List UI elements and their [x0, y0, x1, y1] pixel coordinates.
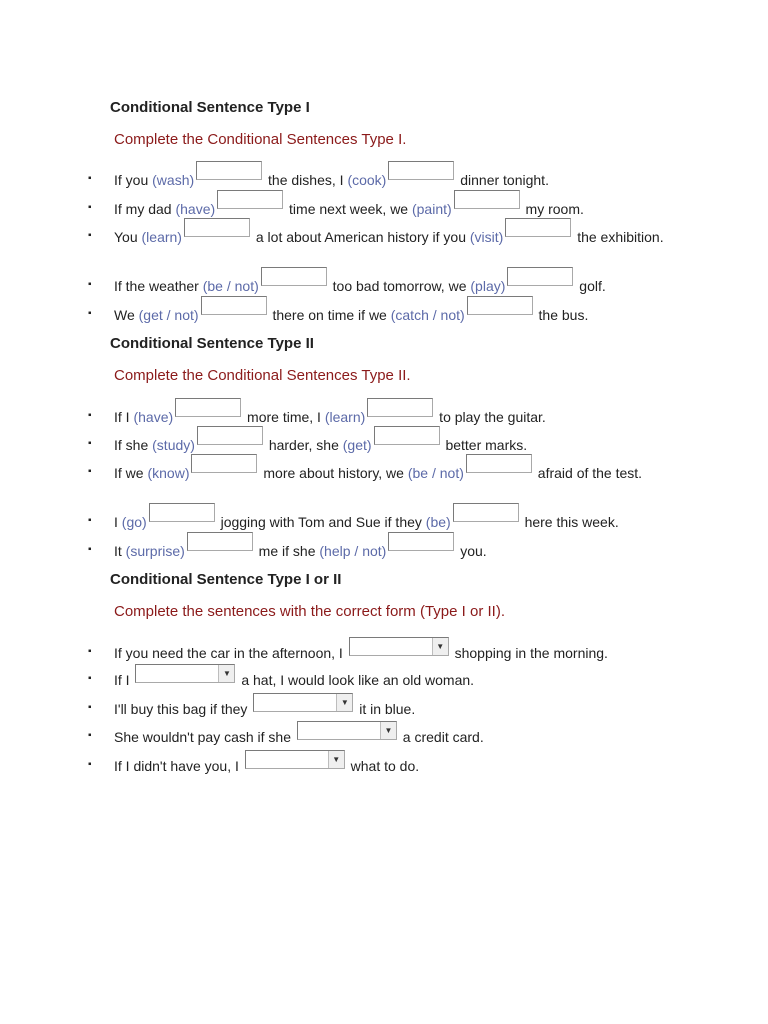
answer-input[interactable] — [175, 398, 241, 417]
answer-input[interactable] — [507, 267, 573, 286]
sentence-text: you. — [456, 543, 487, 559]
sentence-text: the bus. — [534, 307, 589, 323]
answer-select[interactable] — [135, 664, 235, 683]
sentence-text: my room. — [521, 201, 584, 217]
sentence-text: You — [114, 229, 142, 245]
verb-hint: (go) — [121, 514, 147, 530]
chevron-down-icon[interactable]: ▼ — [432, 638, 448, 655]
answer-input[interactable] — [197, 426, 263, 445]
sentence-text: shopping in the morning. — [450, 645, 608, 661]
sentence-text: It — [114, 543, 126, 559]
bullet-icon: ▪ — [88, 466, 92, 477]
exercise-sentence — [114, 168, 664, 191]
verb-hint: (be) — [425, 514, 451, 530]
sentence-text: She wouldn't pay cash if she — [114, 729, 295, 745]
verb-hint: (visit) — [469, 229, 504, 245]
exercise-sentence — [114, 303, 664, 326]
answer-input[interactable] — [367, 398, 433, 417]
answer-input[interactable] — [187, 532, 253, 551]
verb-hint: (cook) — [347, 172, 387, 188]
sentence-text: more time, I — [243, 409, 325, 425]
answer-input[interactable] — [191, 454, 257, 473]
answer-input[interactable] — [196, 161, 262, 180]
answer-input[interactable] — [201, 296, 267, 315]
chevron-down-icon[interactable]: ▼ — [380, 722, 396, 739]
sentence-text: better marks. — [441, 437, 528, 453]
sentence-text: it in blue. — [355, 701, 416, 717]
sentence-text: to play the guitar. — [435, 409, 546, 425]
verb-hint: (get) — [342, 437, 372, 453]
sentence-text: too bad tomorrow, we — [328, 278, 471, 294]
bullet-icon: ▪ — [88, 515, 92, 526]
exercise-sentence — [114, 274, 664, 297]
sentence-text: the exhibition. — [573, 229, 664, 245]
sentence-text: a lot about American history if you — [251, 229, 470, 245]
verb-hint: (have) — [175, 201, 216, 217]
answer-input[interactable] — [217, 190, 283, 209]
bullet-icon: ▪ — [88, 544, 92, 555]
answer-select[interactable] — [253, 693, 353, 712]
sentence-text: time next week, we — [285, 201, 412, 217]
sentence-text: We — [114, 307, 139, 323]
sentence-text: If I didn't have you, I — [114, 758, 243, 774]
exercise-sentence — [114, 641, 664, 664]
answer-input[interactable] — [149, 503, 215, 522]
verb-hint: (get / not) — [138, 307, 199, 323]
sentence-text: golf. — [575, 278, 606, 294]
sentence-text: If I — [114, 409, 134, 425]
answer-input[interactable] — [388, 532, 454, 551]
bullet-icon: ▪ — [88, 646, 92, 657]
sentence-text: what to do. — [346, 758, 420, 774]
sentence-text: a credit card. — [398, 729, 484, 745]
sentence-text: If my dad — [114, 201, 176, 217]
sentence-text: afraid of the test. — [533, 465, 643, 481]
sentence-text: If the weather — [114, 278, 203, 294]
bullet-icon: ▪ — [88, 702, 92, 713]
verb-hint: (be / not) — [202, 278, 259, 294]
bullet-icon: ▪ — [88, 230, 92, 241]
exercise-sentence — [114, 433, 664, 456]
chevron-down-icon[interactable]: ▼ — [218, 665, 234, 682]
answer-select[interactable] — [245, 750, 345, 769]
sentence-text: jogging with Tom and Sue if they — [216, 514, 426, 530]
verb-hint: (play) — [470, 278, 506, 294]
answer-input[interactable] — [374, 426, 440, 445]
verb-hint: (paint) — [411, 201, 452, 217]
section-title: Conditional Sentence Type I — [110, 99, 310, 116]
sentence-text: If I — [114, 672, 134, 688]
answer-input[interactable] — [505, 218, 571, 237]
verb-hint: (be / not) — [407, 465, 464, 481]
sentence-text: here this week. — [520, 514, 619, 530]
bullet-icon: ▪ — [88, 308, 92, 319]
verb-hint: (help / not) — [319, 543, 387, 559]
sentence-text: the dishes, I — [264, 172, 348, 188]
bullet-icon: ▪ — [88, 173, 92, 184]
sentence-text: more about history, we — [259, 465, 408, 481]
answer-select[interactable] — [297, 721, 397, 740]
sentence-text: If you — [114, 172, 153, 188]
answer-input[interactable] — [453, 503, 519, 522]
answer-input[interactable] — [467, 296, 533, 315]
exercise-sentence — [114, 668, 664, 691]
exercise-sentence — [114, 461, 664, 484]
sentence-text: me if she — [254, 543, 320, 559]
bullet-icon: ▪ — [88, 202, 92, 213]
sentence-text: I — [114, 514, 122, 530]
exercise-sentence — [114, 754, 664, 777]
chevron-down-icon[interactable]: ▼ — [336, 694, 352, 711]
sentence-text: a hat, I would look like an old woman. — [237, 672, 475, 688]
bullet-icon: ▪ — [88, 673, 92, 684]
answer-input[interactable] — [261, 267, 327, 286]
sentence-text: there on time if we — [268, 307, 391, 323]
answer-input[interactable] — [454, 190, 520, 209]
section-title: Conditional Sentence Type I or II — [110, 571, 342, 588]
sentence-text: If we — [114, 465, 148, 481]
section-instruction: Complete the Conditional Sentences Type II. — [114, 367, 411, 384]
exercise-sentence — [114, 725, 664, 748]
verb-hint: (have) — [133, 409, 174, 425]
answer-select[interactable] — [349, 637, 449, 656]
answer-input[interactable] — [184, 218, 250, 237]
section-instruction: Complete the sentences with the correct form (Type I or II). — [114, 603, 505, 620]
verb-hint: (know) — [147, 465, 190, 481]
bullet-icon: ▪ — [88, 410, 92, 421]
verb-hint: (surprise) — [125, 543, 185, 559]
exercise-sentence — [114, 197, 664, 220]
bullet-icon: ▪ — [88, 438, 92, 449]
verb-hint: (learn) — [141, 229, 182, 245]
section-title: Conditional Sentence Type II — [110, 335, 314, 352]
bullet-icon: ▪ — [88, 279, 92, 290]
exercise-sentence — [114, 510, 664, 533]
sentence-text: If you need the car in the afternoon, I — [114, 645, 347, 661]
exercise-sentence — [114, 539, 664, 562]
sentence-text: I'll buy this bag if they — [114, 701, 252, 717]
sentence-text: If she — [114, 437, 153, 453]
answer-input[interactable] — [466, 454, 532, 473]
bullet-icon: ▪ — [88, 730, 92, 741]
exercise-sentence — [114, 697, 664, 720]
exercise-sentence — [114, 225, 664, 248]
verb-hint: (learn) — [324, 409, 366, 425]
sentence-text: dinner tonight. — [456, 172, 549, 188]
answer-input[interactable] — [388, 161, 454, 180]
verb-hint: (wash) — [152, 172, 195, 188]
section-instruction: Complete the Conditional Sentences Type I. — [114, 131, 407, 148]
sentence-text: harder, she — [264, 437, 343, 453]
chevron-down-icon[interactable]: ▼ — [328, 751, 344, 768]
verb-hint: (catch / not) — [390, 307, 465, 323]
exercise-sentence — [114, 405, 664, 428]
verb-hint: (study) — [152, 437, 195, 453]
bullet-icon: ▪ — [88, 759, 92, 770]
